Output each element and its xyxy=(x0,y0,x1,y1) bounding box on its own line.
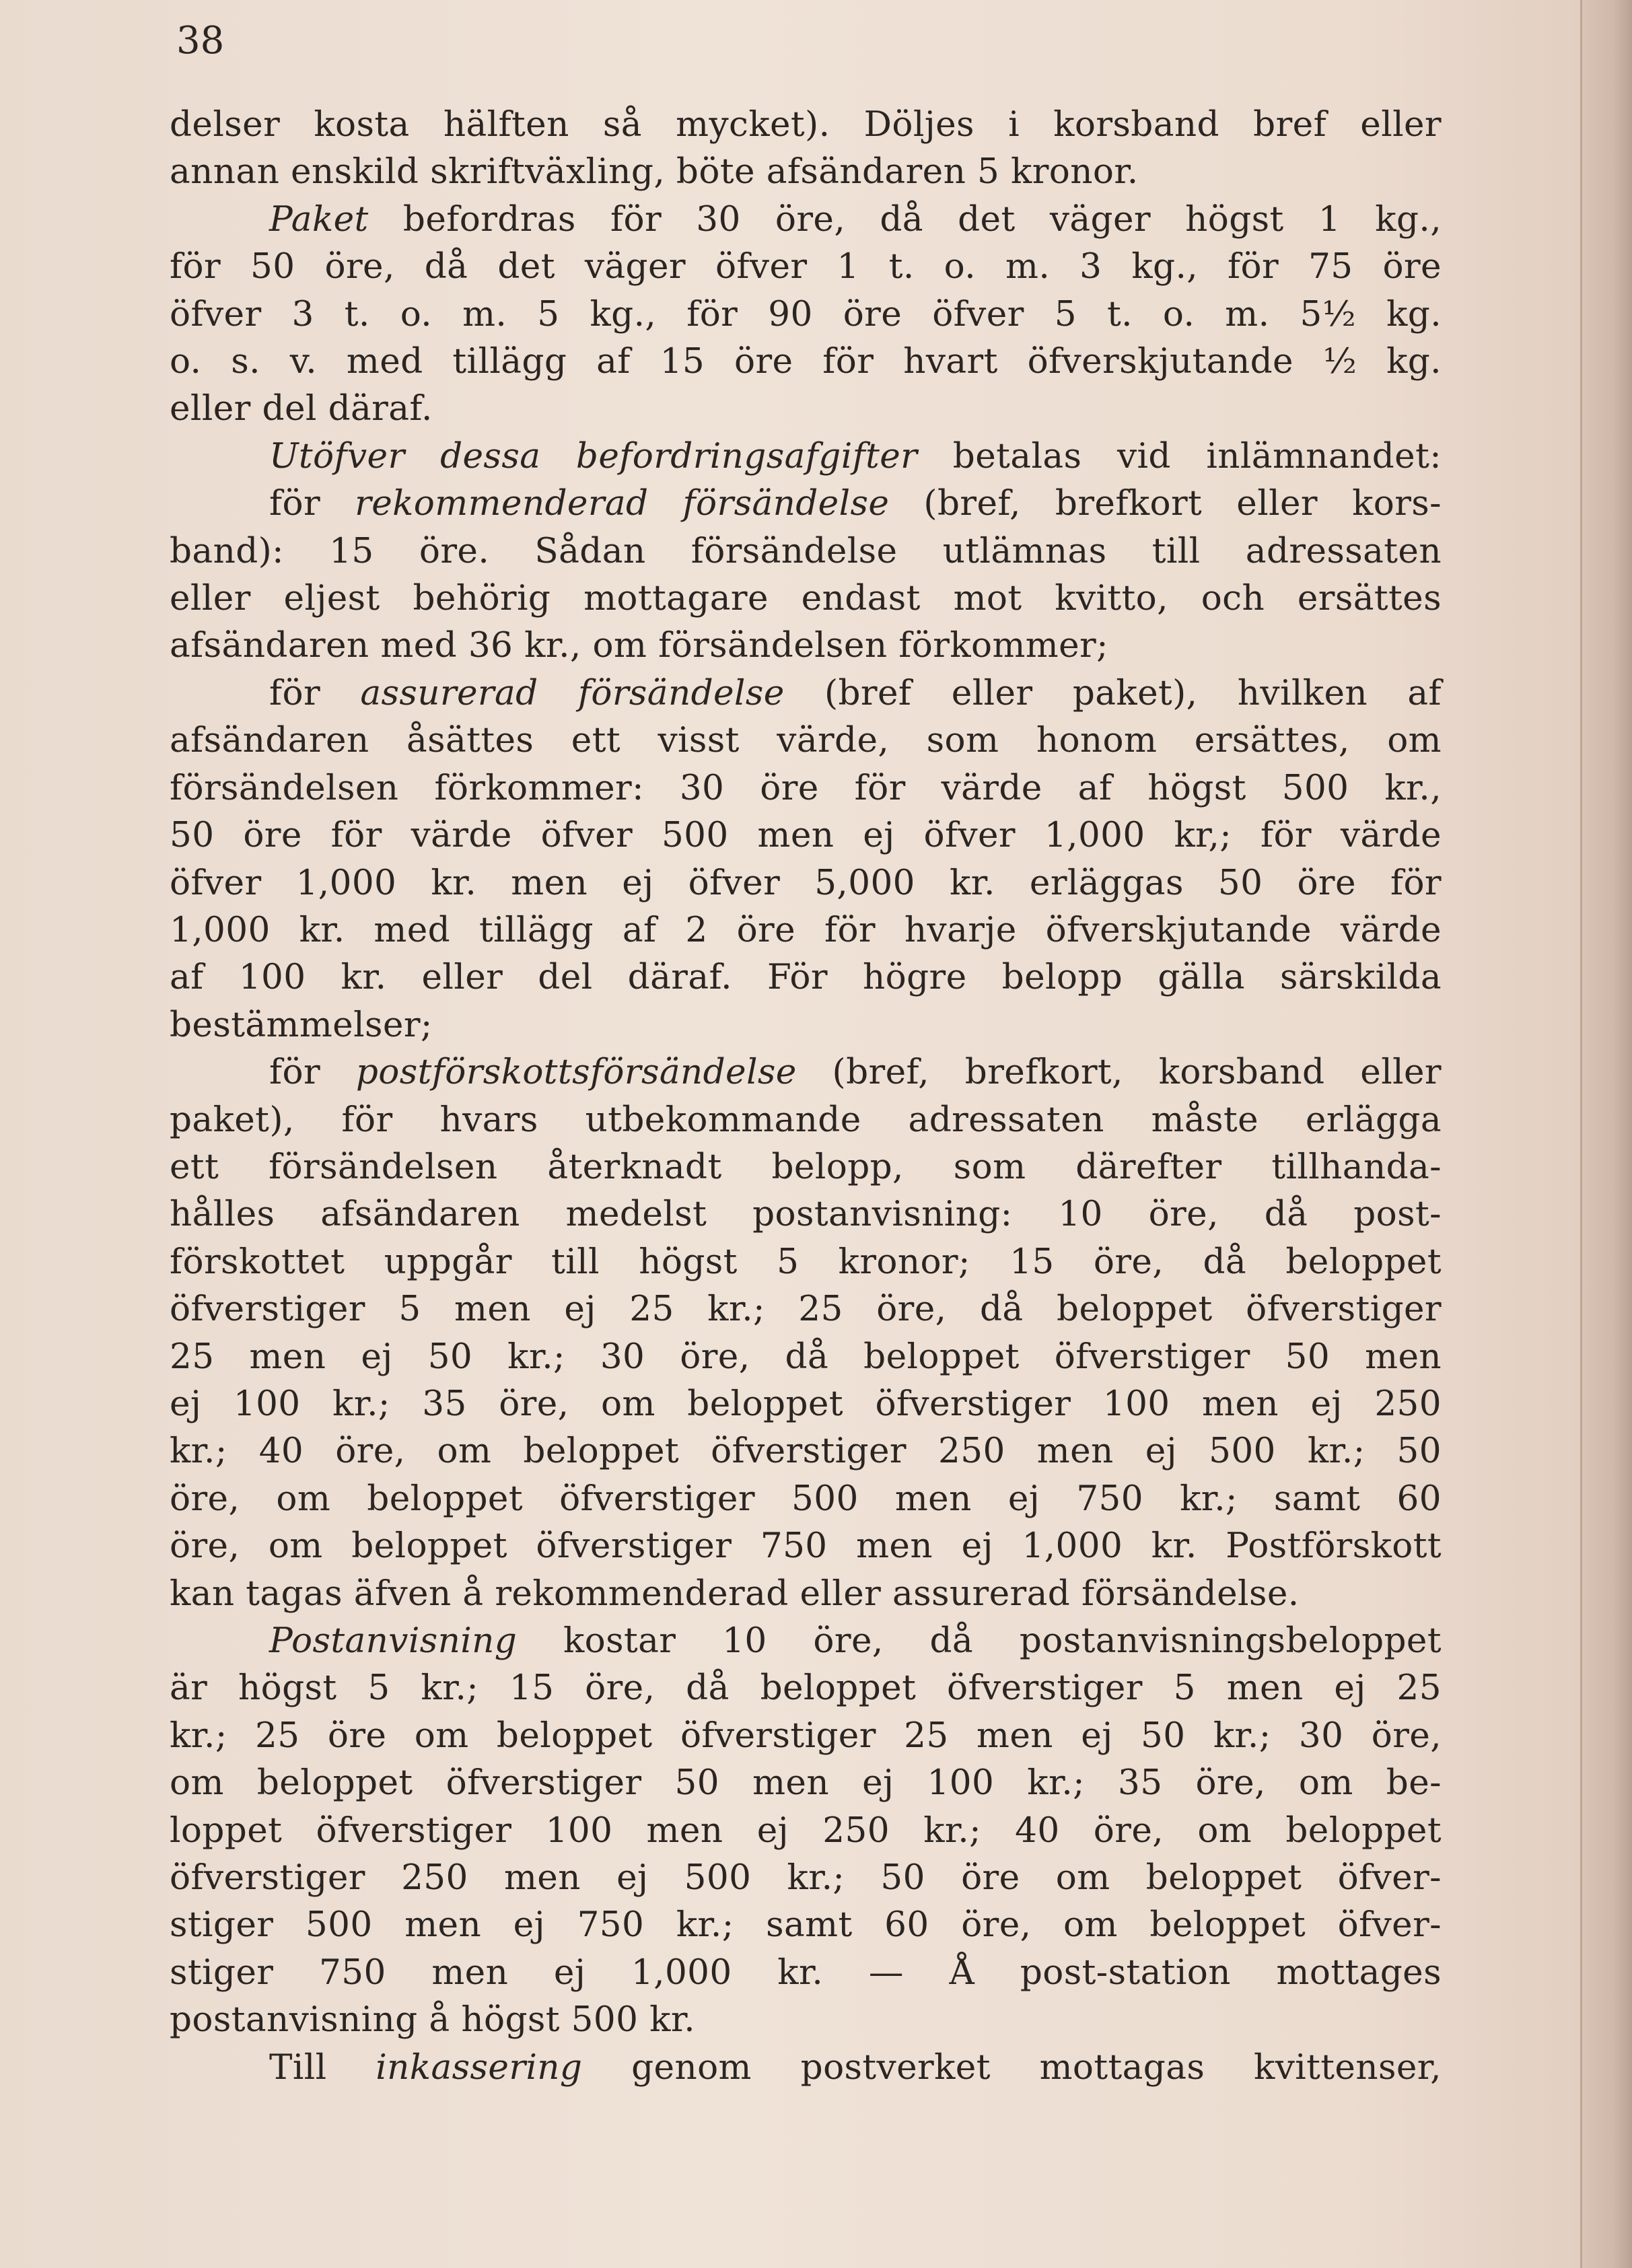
text-segment: ej 100 kr.; 35 öre, om beloppet öfverstiger 100 men ej 250 xyxy=(170,1383,1442,1424)
text-line xyxy=(170,1001,1442,1049)
text-segment: för 50 öre, då det väger öfver 1 t. o. m. 3 kg., för 75 öre xyxy=(170,246,1442,287)
text-segment: kr.; 25 öre om beloppet öfverstiger 25 men ej 50 kr.; 30 öre, xyxy=(170,1715,1442,1756)
text-segment: försändelsen förkommer: 30 öre för värde af högst 500 kr., xyxy=(170,767,1442,808)
text-segment: afsändaren med 36 kr., om försändelsen förkommer; xyxy=(170,625,1108,666)
text-line xyxy=(170,1096,1442,1143)
text-segment: (bref, brefkort, korsband eller xyxy=(796,1052,1442,1093)
text-line xyxy=(170,1759,1442,1806)
text-segment: kr.; 40 öre, om beloppet öfverstiger 250 men ej 500 kr.; 50 xyxy=(170,1431,1442,1472)
text-line xyxy=(170,2044,1442,2091)
text-line xyxy=(170,196,1442,243)
text-line xyxy=(170,291,1442,338)
text-line xyxy=(170,1427,1442,1475)
next-page-edge xyxy=(1580,0,1632,2268)
text-line xyxy=(170,1143,1442,1191)
text-segment: delser kosta hälften så mycket). Döljes i korsband bref eller xyxy=(170,104,1442,145)
text-line xyxy=(170,765,1442,812)
text-segment: o. s. v. med tillägg af 15 öre för hvart öfverskjutande ½ kg. xyxy=(170,341,1442,382)
text-segment: bestämmelser; xyxy=(170,1004,433,1045)
text-segment: loppet öfverstiger 100 men ej 250 kr.; 40 öre, om beloppet xyxy=(170,1810,1442,1851)
text-line xyxy=(170,1570,1442,1617)
text-segment: förskottet uppgår till högst 5 kronor; 15 öre, då beloppet xyxy=(170,1241,1442,1282)
text-line xyxy=(170,1996,1442,2043)
text-line xyxy=(170,1664,1442,1711)
text-segment: annan enskild skriftväxling, böte afsändaren 5 kronor. xyxy=(170,151,1139,192)
text-segment: kan tagas äfven å rekommenderad eller assurerad försändelse. xyxy=(170,1573,1300,1614)
emphasized-term: assurerad försändelse xyxy=(360,672,785,713)
text-segment: eller del däraf. xyxy=(170,388,433,429)
text-line xyxy=(170,1475,1442,1522)
emphasized-term: inkassering xyxy=(376,2047,583,2088)
text-segment: kostar 10 öre, då postanvisningsbeloppet xyxy=(517,1621,1442,1661)
text-line xyxy=(170,1807,1442,1854)
text-line xyxy=(170,385,1442,432)
text-segment: är högst 5 kr.; 15 öre, då beloppet öfverstiger 5 men ej 25 xyxy=(170,1668,1442,1709)
text-segment: genom postverket mottagas kvittenser, xyxy=(582,2047,1442,2088)
text-line xyxy=(170,1191,1442,1238)
text-line xyxy=(170,1854,1442,1901)
text-line xyxy=(170,1380,1442,1427)
text-line xyxy=(170,717,1442,764)
text-segment: 50 öre för värde öfver 500 men ej öfver 1,000 kr,; för värde xyxy=(170,815,1442,856)
text-segment: för xyxy=(269,483,355,524)
text-line xyxy=(170,1949,1442,1996)
text-segment: öfver 3 t. o. m. 5 kg., för 90 öre öfver 5 t. o. m. 5½ kg. xyxy=(170,293,1442,334)
emphasized-term: Utöfver dessa befordringsafgifter xyxy=(269,435,918,476)
text-segment: befordras för 30 öre, då det väger högst 1 kg., xyxy=(368,199,1442,240)
text-line xyxy=(170,1617,1442,1664)
emphasized-term: postförskottsförsändelse xyxy=(355,1052,797,1093)
text-line xyxy=(170,670,1442,717)
emphasized-term: rekommenderad försändelse xyxy=(355,483,890,524)
text-line xyxy=(170,1049,1442,1096)
text-segment: 1,000 kr. med tillägg af 2 öre för hvarje öfverskjutande värde xyxy=(170,909,1442,950)
text-line xyxy=(170,812,1442,859)
text-line xyxy=(170,243,1442,290)
text-line xyxy=(170,1522,1442,1569)
emphasized-term: Paket xyxy=(269,199,369,240)
text-segment: band): 15 öre. Sådan försändelse utlämnas till adressaten xyxy=(170,530,1442,571)
text-segment: om beloppet öfverstiger 50 men ej 100 kr.; 35 öre, om be- xyxy=(170,1763,1442,1804)
text-segment: öfver 1,000 kr. men ej öfver 5,000 kr. erläggas 50 öre för xyxy=(170,862,1442,903)
text-segment: öre, om beloppet öfverstiger 500 men ej 750 kr.; samt 60 xyxy=(170,1478,1442,1519)
text-line xyxy=(170,148,1442,195)
text-segment: paket), för hvars utbekommande adressaten måste erlägga xyxy=(170,1099,1442,1140)
text-segment: postanvisning å högst 500 kr. xyxy=(170,1999,696,2041)
text-segment: öfverstiger 250 men ej 500 kr.; 50 öre om beloppet öfver- xyxy=(170,1857,1442,1899)
text-line xyxy=(170,433,1442,480)
text-segment: af 100 kr. eller del däraf. För högre belopp gälla särskilda xyxy=(170,957,1442,998)
text-segment: betalas vid inlämnandet: xyxy=(917,435,1442,476)
text-line xyxy=(170,1712,1442,1759)
text-segment: öre, om beloppet öfverstiger 750 men ej 1,000 kr. Postförskott xyxy=(170,1526,1442,1567)
text-line xyxy=(170,101,1442,148)
text-segment: för xyxy=(269,672,361,713)
text-segment: stiger 500 men ej 750 kr.; samt 60 öre, om beloppet öfver- xyxy=(170,1905,1442,1946)
text-line xyxy=(170,954,1442,1001)
text-segment: Till xyxy=(269,2047,376,2088)
text-line xyxy=(170,1285,1442,1333)
text-line xyxy=(170,480,1442,527)
text-line xyxy=(170,1333,1442,1380)
text-line xyxy=(170,575,1442,622)
text-line xyxy=(170,338,1442,385)
text-line xyxy=(170,1901,1442,1948)
text-segment: öfverstiger 5 men ej 25 kr.; 25 öre, då beloppet öfverstiger xyxy=(170,1289,1442,1330)
text-segment: 25 men ej 50 kr.; 30 öre, då beloppet öfverstiger 50 men xyxy=(170,1336,1442,1377)
text-line xyxy=(170,1238,1442,1285)
text-segment: afsändaren åsättes ett visst värde, som honom ersättes, om xyxy=(170,720,1442,761)
emphasized-term: Postanvisning xyxy=(269,1621,518,1661)
body-text xyxy=(170,101,1442,2091)
page-number: 38 xyxy=(176,19,225,63)
text-line xyxy=(170,622,1442,669)
text-line xyxy=(170,907,1442,954)
text-line xyxy=(170,859,1442,907)
text-segment: för xyxy=(269,1052,356,1093)
text-segment: eller eljest behörig mottagare endast mot kvitto, och ersättes xyxy=(170,578,1442,619)
text-line xyxy=(170,528,1442,575)
text-segment: hålles afsändaren medelst postanvisning: 10 öre, då post- xyxy=(170,1194,1442,1235)
text-segment: (bref eller paket), hvilken af xyxy=(784,672,1442,713)
text-segment: (bref, brefkort eller kors- xyxy=(889,483,1442,524)
text-segment: ett försändelsen återknadt belopp, som därefter tillhanda- xyxy=(170,1146,1442,1187)
text-segment: stiger 750 men ej 1,000 kr. — Å post-station mottages xyxy=(170,1952,1442,1993)
